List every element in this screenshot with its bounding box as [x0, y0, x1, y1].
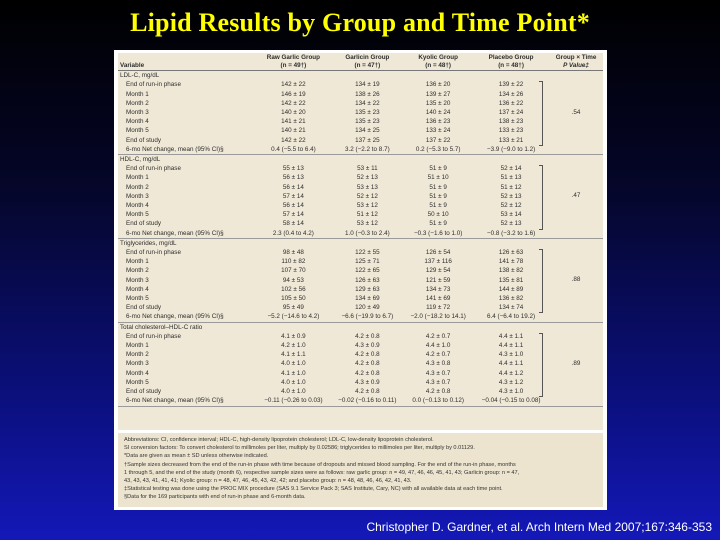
table-cell: 134 ± 25 — [355, 127, 380, 135]
header-raw-garlic-name: Raw Garlic Group — [266, 54, 320, 61]
row-label: Month 3 — [126, 276, 149, 284]
p-value-cell — [549, 210, 603, 219]
p-value-cell — [549, 312, 603, 322]
section-bracket — [539, 249, 543, 313]
table-cell: −0.3 (−1.6 to 1.0) — [403, 229, 473, 239]
table-cell: 4.4 ± 1.0 — [425, 342, 451, 350]
table-area — [118, 53, 603, 430]
net-change-row — [118, 396, 603, 406]
table-cell: 56 ± 14 — [282, 202, 304, 210]
row-label: End of run-in phase — [126, 249, 181, 257]
table-body — [118, 71, 603, 406]
table-cell: 4.4 ± 1.1 — [498, 332, 524, 340]
table-cell: 53 ± 14 — [500, 211, 522, 219]
p-value-cell — [549, 350, 603, 359]
table-cell: 58 ± 14 — [282, 220, 304, 228]
table-row — [118, 294, 603, 303]
table-cell: 4.3 ± 1.0 — [498, 388, 524, 396]
table-cell: 141 ± 69 — [425, 295, 451, 303]
header-raw-garlic — [255, 53, 331, 71]
footnote-line: 1 through 5, and the end of the study (month 6), respective sample sizes were as follows: raw garlic group: n = 49, 47, 46, 46, 45, 41, 43; Garlicin group: n = 47, — [124, 469, 520, 476]
p-value-cell — [549, 369, 603, 378]
table-cell: 142 ± 22 — [281, 136, 306, 144]
table-cell: 51 ± 9 — [429, 183, 447, 191]
table-cell: 51 ± 10 — [427, 174, 449, 182]
table-cell: 136 ± 23 — [425, 118, 451, 126]
p-value-cell — [549, 387, 603, 396]
p-value-cell — [549, 136, 603, 145]
table-cell: 126 ± 63 — [498, 249, 524, 257]
header-garlicin-name: Garlicin Group — [345, 54, 390, 61]
table-cell: 4.4 ± 1.1 — [498, 360, 524, 368]
table-row — [118, 266, 603, 275]
table-cell: 146 ± 19 — [281, 90, 306, 98]
table-cell: 55 ± 13 — [282, 165, 304, 173]
table-row — [118, 257, 603, 266]
table-row — [118, 378, 603, 387]
table-cell: 140 ± 24 — [425, 109, 451, 116]
row-label: Month 4 — [126, 202, 149, 210]
section-header-row — [118, 238, 603, 248]
table-cell: 52 ± 13 — [500, 220, 522, 228]
table-cell: 4.2 ± 0.8 — [355, 369, 380, 377]
table-row — [118, 80, 603, 89]
p-value-cell — [549, 90, 603, 99]
table-cell: 135 ± 23 — [355, 109, 380, 116]
header-interaction-line2: P Value‡ — [563, 61, 589, 69]
table-cell: 6.4 (−6.4 to 19.2) — [473, 312, 549, 322]
table-cell: 138 ± 26 — [355, 90, 380, 98]
table-row — [118, 387, 603, 396]
table-row — [118, 285, 603, 294]
table-row — [118, 369, 603, 378]
table-cell: −5.2 (−14.6 to 4.2) — [255, 312, 331, 322]
p-value-cell — [549, 126, 603, 135]
table-cell: 107 ± 70 — [281, 267, 306, 275]
header-interaction — [549, 53, 603, 71]
row-label: Month 5 — [126, 295, 149, 303]
table-cell: 57 ± 14 — [282, 211, 304, 219]
p-value-cell — [549, 294, 603, 303]
row-label: End of study — [126, 304, 162, 312]
table-cell: 56 ± 13 — [282, 174, 304, 182]
row-label: Month 1 — [126, 90, 149, 98]
table-cell: 4.3 ± 0.8 — [425, 360, 451, 368]
table-cell: 136 ± 82 — [498, 295, 524, 303]
table-cell: 4.3 ± 0.7 — [425, 378, 451, 386]
table-cell: 120 ± 49 — [355, 304, 380, 312]
table-cell: 4.2 ± 0.8 — [355, 360, 380, 368]
p-value-cell — [549, 173, 603, 182]
header-placebo-name: Placebo Group — [488, 54, 534, 61]
section-bracket — [539, 81, 543, 145]
footnote-line: †Sample sizes decreased from the end of the run-in phase with time because of dropouts and missed blood sampling. For the end of the run-in phase, months — [124, 461, 516, 468]
table-row — [118, 350, 603, 359]
table-cell: 140 ± 20 — [281, 109, 306, 116]
row-label: 6-mo Net change, mean (95% CI)§ — [118, 145, 255, 155]
section-label: HDL-C, mg/dL — [120, 156, 161, 164]
table-row — [118, 332, 603, 341]
table-cell: 4.2 ± 0.8 — [425, 388, 451, 396]
table-cell: 134 ± 19 — [355, 81, 380, 89]
section-label: Total cholesterol–HDL-C ratio — [120, 323, 203, 331]
table-cell: 134 ± 69 — [355, 295, 380, 303]
table-cell: 51 ± 12 — [356, 211, 378, 219]
table-cell: 4.3 ± 0.7 — [425, 369, 451, 377]
row-label: Month 5 — [126, 378, 149, 386]
footnote-line: §Data for the 169 participants with end of run-in phase and 6-month data. — [124, 494, 306, 501]
table-cell: 138 ± 82 — [498, 267, 524, 275]
p-value-cell — [549, 164, 603, 173]
section-p-value: .54 — [571, 108, 581, 116]
p-value-cell — [549, 285, 603, 294]
table-cell: −0.02 (−0.16 to 0.11) — [331, 396, 403, 406]
table-cell: 140 ± 21 — [281, 127, 306, 135]
table-cell: 134 ± 22 — [355, 99, 380, 107]
table-cell: 4.0 ± 1.0 — [281, 378, 306, 386]
header-kyolic-name: Kyolic Group — [418, 54, 458, 61]
footnote-line: *Data are given as mean ± SD unless otherwise indicated. — [124, 453, 269, 460]
table-cell: 0.2 (−5.3 to 5.7) — [403, 145, 473, 155]
table-cell: 142 ± 22 — [281, 99, 306, 107]
row-label: 6-mo Net change, mean (95% CI)§ — [118, 229, 255, 239]
net-change-row — [118, 312, 603, 322]
row-label: Month 4 — [126, 118, 149, 126]
section-label: Triglycerides, mg/dL — [120, 239, 177, 247]
table-cell: 142 ± 22 — [281, 81, 306, 89]
table-cell: 125 ± 71 — [355, 258, 380, 266]
table-cell: 4.1 ± 0.9 — [281, 332, 306, 340]
table-cell: 53 ± 11 — [357, 165, 378, 173]
table-cell: 133 ± 23 — [498, 127, 524, 135]
header-kyolic-n: (n = 48†) — [425, 61, 452, 69]
p-value-cell — [549, 332, 603, 341]
row-label: Month 1 — [126, 342, 149, 350]
table-cell: 57 ± 14 — [282, 192, 304, 200]
footnote-line: ‡Statistical testing was done using the PROC MIX procedure (SAS 9.1 Service Pack 3; SAS Institute, Cary, NC) with all available data at each time point. — [124, 486, 503, 493]
table-cell: 4.2 ± 1.0 — [281, 342, 306, 350]
row-label: Month 5 — [126, 127, 149, 135]
table-row — [118, 173, 603, 182]
p-value-cell — [549, 117, 603, 126]
table-cell: 4.3 ± 0.9 — [355, 378, 380, 386]
header-raw-garlic-n: (n = 49†) — [280, 61, 307, 69]
table-cell: 105 ± 50 — [281, 295, 306, 303]
row-label: End of run-in phase — [126, 165, 181, 173]
table-cell: 138 ± 23 — [498, 118, 524, 126]
p-value-cell — [549, 145, 603, 155]
table-cell: 141 ± 21 — [281, 118, 306, 126]
p-value-cell — [549, 257, 603, 266]
table-cell: 51 ± 9 — [429, 192, 447, 200]
header-variable: Variable — [118, 53, 255, 71]
p-value-cell — [549, 201, 603, 210]
table-cell: 4.2 ± 0.8 — [355, 332, 380, 340]
table-cell: 122 ± 55 — [355, 249, 380, 257]
row-label: Month 5 — [126, 211, 149, 219]
row-label: Month 2 — [126, 99, 149, 107]
table-cell: 51 ± 13 — [500, 174, 522, 182]
table-row — [118, 341, 603, 350]
table-cell: 136 ± 20 — [425, 81, 451, 89]
header-garlicin-n: (n = 47†) — [354, 61, 381, 69]
table-cell: 126 ± 54 — [425, 249, 451, 257]
section-p-value: .47 — [571, 192, 581, 200]
table-panel — [114, 50, 607, 510]
table-cell: 129 ± 63 — [355, 285, 380, 293]
table-cell: −0.11 (−0.26 to 0.03) — [255, 396, 331, 406]
table-row — [118, 164, 603, 173]
table-cell: 4.2 ± 0.8 — [355, 351, 380, 359]
row-label: Month 4 — [126, 369, 149, 377]
table-row — [118, 303, 603, 312]
slide-title: Lipid Results by Group and Time Point* — [130, 8, 590, 37]
table-cell: 102 ± 56 — [281, 285, 306, 293]
table-cell: 121 ± 59 — [425, 276, 451, 284]
table-row — [118, 219, 603, 228]
p-value-cell — [549, 219, 603, 228]
table-cell: 56 ± 14 — [282, 183, 304, 191]
table-cell: 4.1 ± 1.0 — [281, 369, 306, 377]
footnote-line: 43, 43, 43, 41, 41, 41; Kyolic group: n = 48, 47, 46, 45, 43, 42, 42; and placebo group: n = 48, 48, 46, 46, 42, 41, 43. — [124, 478, 412, 485]
table-cell: 134 ± 73 — [425, 285, 451, 293]
table-cell: 4.0 ± 1.0 — [281, 388, 306, 396]
table-header — [118, 53, 603, 71]
header-interaction-line1: Group × Time — [555, 54, 597, 61]
row-label: Month 2 — [126, 351, 149, 359]
table-cell: 144 ± 89 — [498, 285, 524, 293]
table-cell: −2.0 (−18.2 to 14.1) — [403, 312, 473, 322]
section-header-row — [118, 322, 603, 332]
table-cell: 139 ± 27 — [425, 90, 451, 98]
p-value-cell — [549, 183, 603, 192]
table-cell: 4.4 ± 1.2 — [498, 369, 524, 377]
table-cell: 53 ± 13 — [356, 183, 378, 191]
table-cell: 4.3 ± 1.0 — [498, 351, 524, 359]
table-row — [118, 210, 603, 219]
footnote-line: Abbreviations: CI, confidence interval; HDL-C, high-density lipoprotein cholesterol; LDL-C, low-density lipoprotein cholesterol. — [124, 437, 434, 443]
table-cell: 1.0 (−0.3 to 2.4) — [331, 229, 403, 239]
table-cell: 4.3 ± 0.9 — [355, 342, 380, 350]
table-cell: 134 ± 26 — [498, 90, 524, 98]
row-label: Month 2 — [126, 183, 149, 191]
table-row — [118, 136, 603, 145]
table-cell: 50 ± 10 — [427, 211, 449, 219]
table-cell: 126 ± 63 — [355, 276, 380, 284]
section-p-value: .89 — [571, 360, 581, 368]
row-label: Month 1 — [126, 174, 149, 182]
p-value-cell — [549, 341, 603, 350]
section-bracket — [539, 165, 543, 229]
table-row — [118, 359, 603, 368]
table-row — [118, 90, 603, 99]
row-label: 6-mo Net change, mean (95% CI)§ — [118, 396, 255, 406]
table-cell: 52 ± 12 — [356, 192, 378, 200]
row-label: End of run-in phase — [126, 81, 181, 89]
table-cell: 134 ± 74 — [498, 304, 524, 312]
table-cell: 135 ± 20 — [425, 99, 451, 107]
table-cell: 52 ± 12 — [500, 202, 522, 210]
table-cell: 4.2 ± 0.8 — [355, 388, 380, 396]
table-cell: 141 ± 78 — [498, 258, 524, 266]
section-bracket — [539, 333, 543, 397]
table-cell: 4.1 ± 1.1 — [281, 351, 306, 359]
row-label: Month 3 — [126, 192, 149, 200]
table-row — [118, 126, 603, 135]
table-row — [118, 117, 603, 126]
section-p-value: .88 — [571, 276, 581, 284]
table-row — [118, 108, 603, 117]
p-value-cell — [549, 80, 603, 89]
table-cell: 139 ± 22 — [498, 81, 524, 89]
p-value-cell — [549, 396, 603, 406]
table-cell: 51 ± 9 — [429, 202, 447, 210]
section-header-row — [118, 155, 603, 165]
table-cell: 119 ± 72 — [426, 304, 451, 312]
table-cell: 122 ± 65 — [355, 267, 380, 275]
table-cell: 137 ± 25 — [355, 136, 380, 144]
p-value-cell — [549, 378, 603, 387]
table-cell: 94 ± 53 — [282, 276, 304, 284]
lipid-results-table — [118, 53, 603, 407]
table-row — [118, 99, 603, 108]
table-cell: 135 ± 23 — [355, 118, 380, 126]
row-label: End of run-in phase — [126, 332, 181, 340]
table-cell: 133 ± 21 — [498, 136, 524, 144]
table-cell: 4.4 ± 1.1 — [498, 342, 524, 350]
table-cell: 53 ± 12 — [356, 220, 378, 228]
table-cell: 53 ± 12 — [356, 202, 378, 210]
table-cell: 52 ± 13 — [500, 192, 522, 200]
p-value-cell — [549, 248, 603, 257]
section-header-row — [118, 71, 603, 81]
row-label: Month 4 — [126, 285, 149, 293]
table-cell: 4.3 ± 1.2 — [498, 378, 524, 386]
p-value-cell — [549, 229, 603, 239]
table-cell: 137 ± 22 — [425, 136, 451, 144]
table-cell: 0.0 (−0.13 to 0.12) — [403, 396, 473, 406]
row-label: End of study — [126, 220, 162, 228]
row-label: Month 3 — [126, 360, 149, 368]
net-change-row — [118, 145, 603, 155]
p-value-cell — [549, 303, 603, 312]
table-cell: 52 ± 13 — [356, 174, 378, 182]
header-placebo-n: (n = 48†) — [498, 61, 524, 69]
table-cell: 4.0 ± 1.0 — [281, 360, 306, 368]
row-label: End of study — [126, 136, 162, 144]
table-row — [118, 183, 603, 192]
table-cell: −0.8 (−3.2 to 1.6) — [473, 229, 549, 239]
table-cell: 51 ± 12 — [500, 183, 522, 191]
row-label: Month 2 — [126, 267, 149, 275]
table-cell: 4.2 ± 0.7 — [425, 332, 451, 340]
table-cell: 110 ± 82 — [281, 258, 306, 266]
table-cell: 52 ± 14 — [500, 165, 522, 173]
table-row — [118, 248, 603, 257]
net-change-row — [118, 229, 603, 239]
table-cell: 98 ± 48 — [282, 249, 304, 257]
section-label: LDL-C, mg/dL — [120, 72, 160, 80]
table-cell: −6.6 (−19.9 to 6.7) — [331, 312, 403, 322]
table-row — [118, 276, 603, 285]
table-cell: 95 ± 49 — [282, 304, 304, 312]
table-cell: 133 ± 24 — [425, 127, 451, 135]
footnote-line: SI conversion factors: To convert cholesterol to millimoles per liter, multiply by 0.02586; triglycerides to millimoles per liter, multiply by 0.01129. — [124, 445, 475, 452]
table-cell: 51 ± 9 — [429, 165, 447, 173]
table-cell: 2.3 (0.4 to 4.2) — [255, 229, 331, 239]
table-row — [118, 192, 603, 201]
table-cell: 51 ± 9 — [429, 220, 447, 228]
row-label: Month 1 — [126, 258, 149, 266]
footnotes — [118, 433, 603, 507]
table-cell: 129 ± 54 — [425, 267, 451, 275]
table-cell: −0.04 (−0.15 to 0.08) — [473, 396, 549, 406]
row-label: Month 3 — [126, 109, 149, 116]
table-cell: 0.4 (−5.5 to 6.4) — [255, 145, 331, 155]
table-cell: −3.9 (−9.0 to 1.2) — [473, 145, 549, 155]
table-cell: 136 ± 22 — [498, 99, 524, 107]
table-cell: 135 ± 81 — [498, 276, 524, 284]
table-cell: 4.2 ± 0.7 — [425, 351, 451, 359]
header-kyolic — [403, 53, 473, 71]
header-garlicin — [331, 53, 403, 71]
row-label: End of study — [126, 388, 162, 396]
p-value-cell — [549, 99, 603, 108]
header-placebo — [473, 53, 549, 71]
table-cell: 3.2 (−2.2 to 8.7) — [331, 145, 403, 155]
row-label: 6-mo Net change, mean (95% CI)§ — [118, 312, 255, 322]
table-cell: 137 ± 24 — [498, 109, 524, 116]
citation: Christopher D. Gardner, et al. Arch Intern Med 2007;167:346-353 — [366, 520, 712, 534]
p-value-cell — [549, 266, 603, 275]
table-row — [118, 201, 603, 210]
table-cell: 137 ± 116 — [424, 258, 452, 266]
